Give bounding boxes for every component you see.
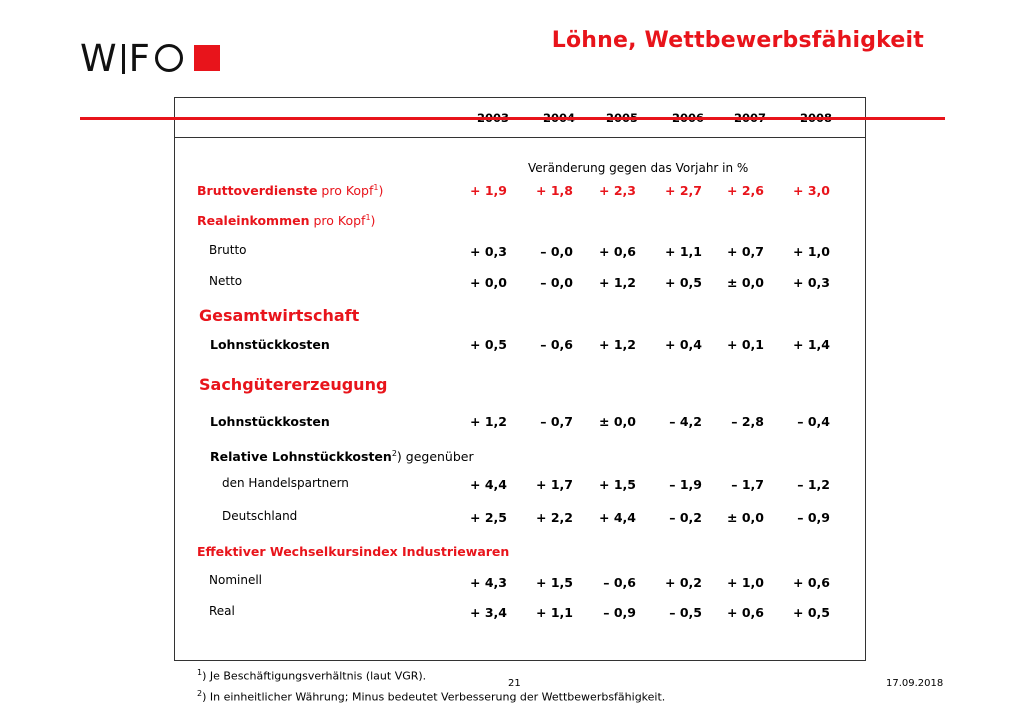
row-label-netto: Netto bbox=[209, 274, 243, 288]
page-number: 21 bbox=[508, 678, 521, 689]
value-cell: + 4,4 bbox=[599, 510, 636, 525]
value-cell: + 3,0 bbox=[793, 183, 830, 198]
logo-circle-icon bbox=[155, 44, 183, 72]
value-cell: ± 0,0 bbox=[599, 414, 636, 429]
value-cell: + 0,5 bbox=[793, 605, 830, 620]
footnote-2: $^2$) In einheitlicher Währung; Minus bedeutet Verbesserung der Wettbewerbsfähigkeit. bbox=[197, 689, 666, 704]
value-cell: + 0,5 bbox=[470, 337, 507, 352]
value-cell: + 1,5 bbox=[599, 477, 636, 492]
value-cell: + 1,5 bbox=[536, 575, 573, 590]
row-label-relative-lsk: Relative Lohnstückkosten$^2$) gegenüber bbox=[210, 449, 474, 465]
footnote-1: $^1$) Je Beschäftigungsverhältnis (laut VGR). bbox=[197, 668, 427, 683]
value-cell: + 0,6 bbox=[727, 605, 764, 620]
value-cell: + 1,1 bbox=[536, 605, 573, 620]
wifo-logo bbox=[80, 38, 220, 78]
value-cell: – 0,0 bbox=[540, 275, 573, 290]
value-cell: + 0,6 bbox=[793, 575, 830, 590]
value-cell: – 1,9 bbox=[669, 477, 702, 492]
section-gesamtwirtschaft: Gesamtwirtschaft bbox=[199, 306, 360, 325]
value-cell: + 2,6 bbox=[727, 183, 764, 198]
value-cell: + 0,6 bbox=[599, 244, 636, 259]
value-cell: – 0,9 bbox=[603, 605, 636, 620]
table-subtitle: Veränderung gegen das Vorjahr in % bbox=[528, 161, 749, 175]
value-cell: + 0,0 bbox=[470, 275, 507, 290]
logo-wordmark: W F bbox=[80, 36, 151, 80]
value-cell: – 0,9 bbox=[797, 510, 830, 525]
value-cell: + 1,4 bbox=[793, 337, 830, 352]
value-cell: – 0,2 bbox=[669, 510, 702, 525]
row-label-real: Real bbox=[209, 604, 235, 618]
value-cell: + 0,1 bbox=[727, 337, 764, 352]
value-cell: – 4,2 bbox=[669, 414, 702, 429]
value-cell: ± 0,0 bbox=[727, 510, 764, 525]
logo-bar bbox=[122, 44, 125, 74]
value-cell: – 0,0 bbox=[540, 244, 573, 259]
value-cell: + 0,5 bbox=[665, 275, 702, 290]
value-cell: + 1,2 bbox=[599, 275, 636, 290]
row-label-handelspartner: den Handelspartnern bbox=[222, 476, 349, 490]
value-cell: – 1,2 bbox=[797, 477, 830, 492]
value-cell: + 2,3 bbox=[599, 183, 636, 198]
value-cell: + 1,0 bbox=[727, 575, 764, 590]
value-cell: + 1,1 bbox=[665, 244, 702, 259]
value-cell: ± 0,0 bbox=[727, 275, 764, 290]
slide-title: Löhne, Wettbewerbsfähigkeit bbox=[551, 28, 924, 53]
slide-date: 17.09.2018 bbox=[886, 678, 944, 689]
value-cell: – 0,7 bbox=[540, 414, 573, 429]
row-label-deutschland: Deutschland bbox=[222, 509, 298, 523]
section-sachguetererzeugung: Sachgütererzeugung bbox=[199, 375, 388, 394]
row-label-brutto: Brutto bbox=[209, 243, 247, 257]
value-cell: + 0,7 bbox=[727, 244, 764, 259]
value-cell: + 0,4 bbox=[665, 337, 702, 352]
row-label-wechselkursindex: Effektiver Wechselkursindex Industriewaren bbox=[197, 544, 510, 559]
value-cell: – 0,4 bbox=[797, 414, 830, 429]
value-cell: + 1,7 bbox=[536, 477, 573, 492]
value-cell: + 2,7 bbox=[665, 183, 702, 198]
header-rule bbox=[80, 117, 945, 120]
value-cell: – 1,7 bbox=[731, 477, 764, 492]
value-cell: + 1,8 bbox=[536, 183, 573, 198]
value-cell: + 1,9 bbox=[470, 183, 507, 198]
value-cell: + 2,5 bbox=[470, 510, 507, 525]
value-cell: + 1,0 bbox=[793, 244, 830, 259]
row-label-realeinkommen: Realeinkommen pro Kopf$^1$) bbox=[197, 213, 376, 229]
value-cell: + 1,2 bbox=[599, 337, 636, 352]
value-cell: + 0,3 bbox=[793, 275, 830, 290]
value-cell: – 0,6 bbox=[540, 337, 573, 352]
value-cell: + 0,2 bbox=[665, 575, 702, 590]
row-label-lsk-sach: Lohnstückkosten bbox=[210, 414, 330, 429]
value-cell: + 4,3 bbox=[470, 575, 507, 590]
value-cell: + 3,4 bbox=[470, 605, 507, 620]
value-cell: – 0,6 bbox=[603, 575, 636, 590]
logo-square-icon bbox=[194, 45, 220, 71]
header-separator bbox=[174, 137, 866, 138]
row-label-bruttoverdienste: Bruttoverdienste pro Kopf$^1$) bbox=[197, 183, 384, 199]
value-cell: + 1,2 bbox=[470, 414, 507, 429]
value-cell: – 2,8 bbox=[731, 414, 764, 429]
value-cell: + 4,4 bbox=[470, 477, 507, 492]
row-label-nominell: Nominell bbox=[209, 573, 262, 587]
value-cell: + 2,2 bbox=[536, 510, 573, 525]
row-label-lsk-gesamt: Lohnstückkosten bbox=[210, 337, 330, 352]
value-cell: – 0,5 bbox=[669, 605, 702, 620]
value-cell: + 0,3 bbox=[470, 244, 507, 259]
